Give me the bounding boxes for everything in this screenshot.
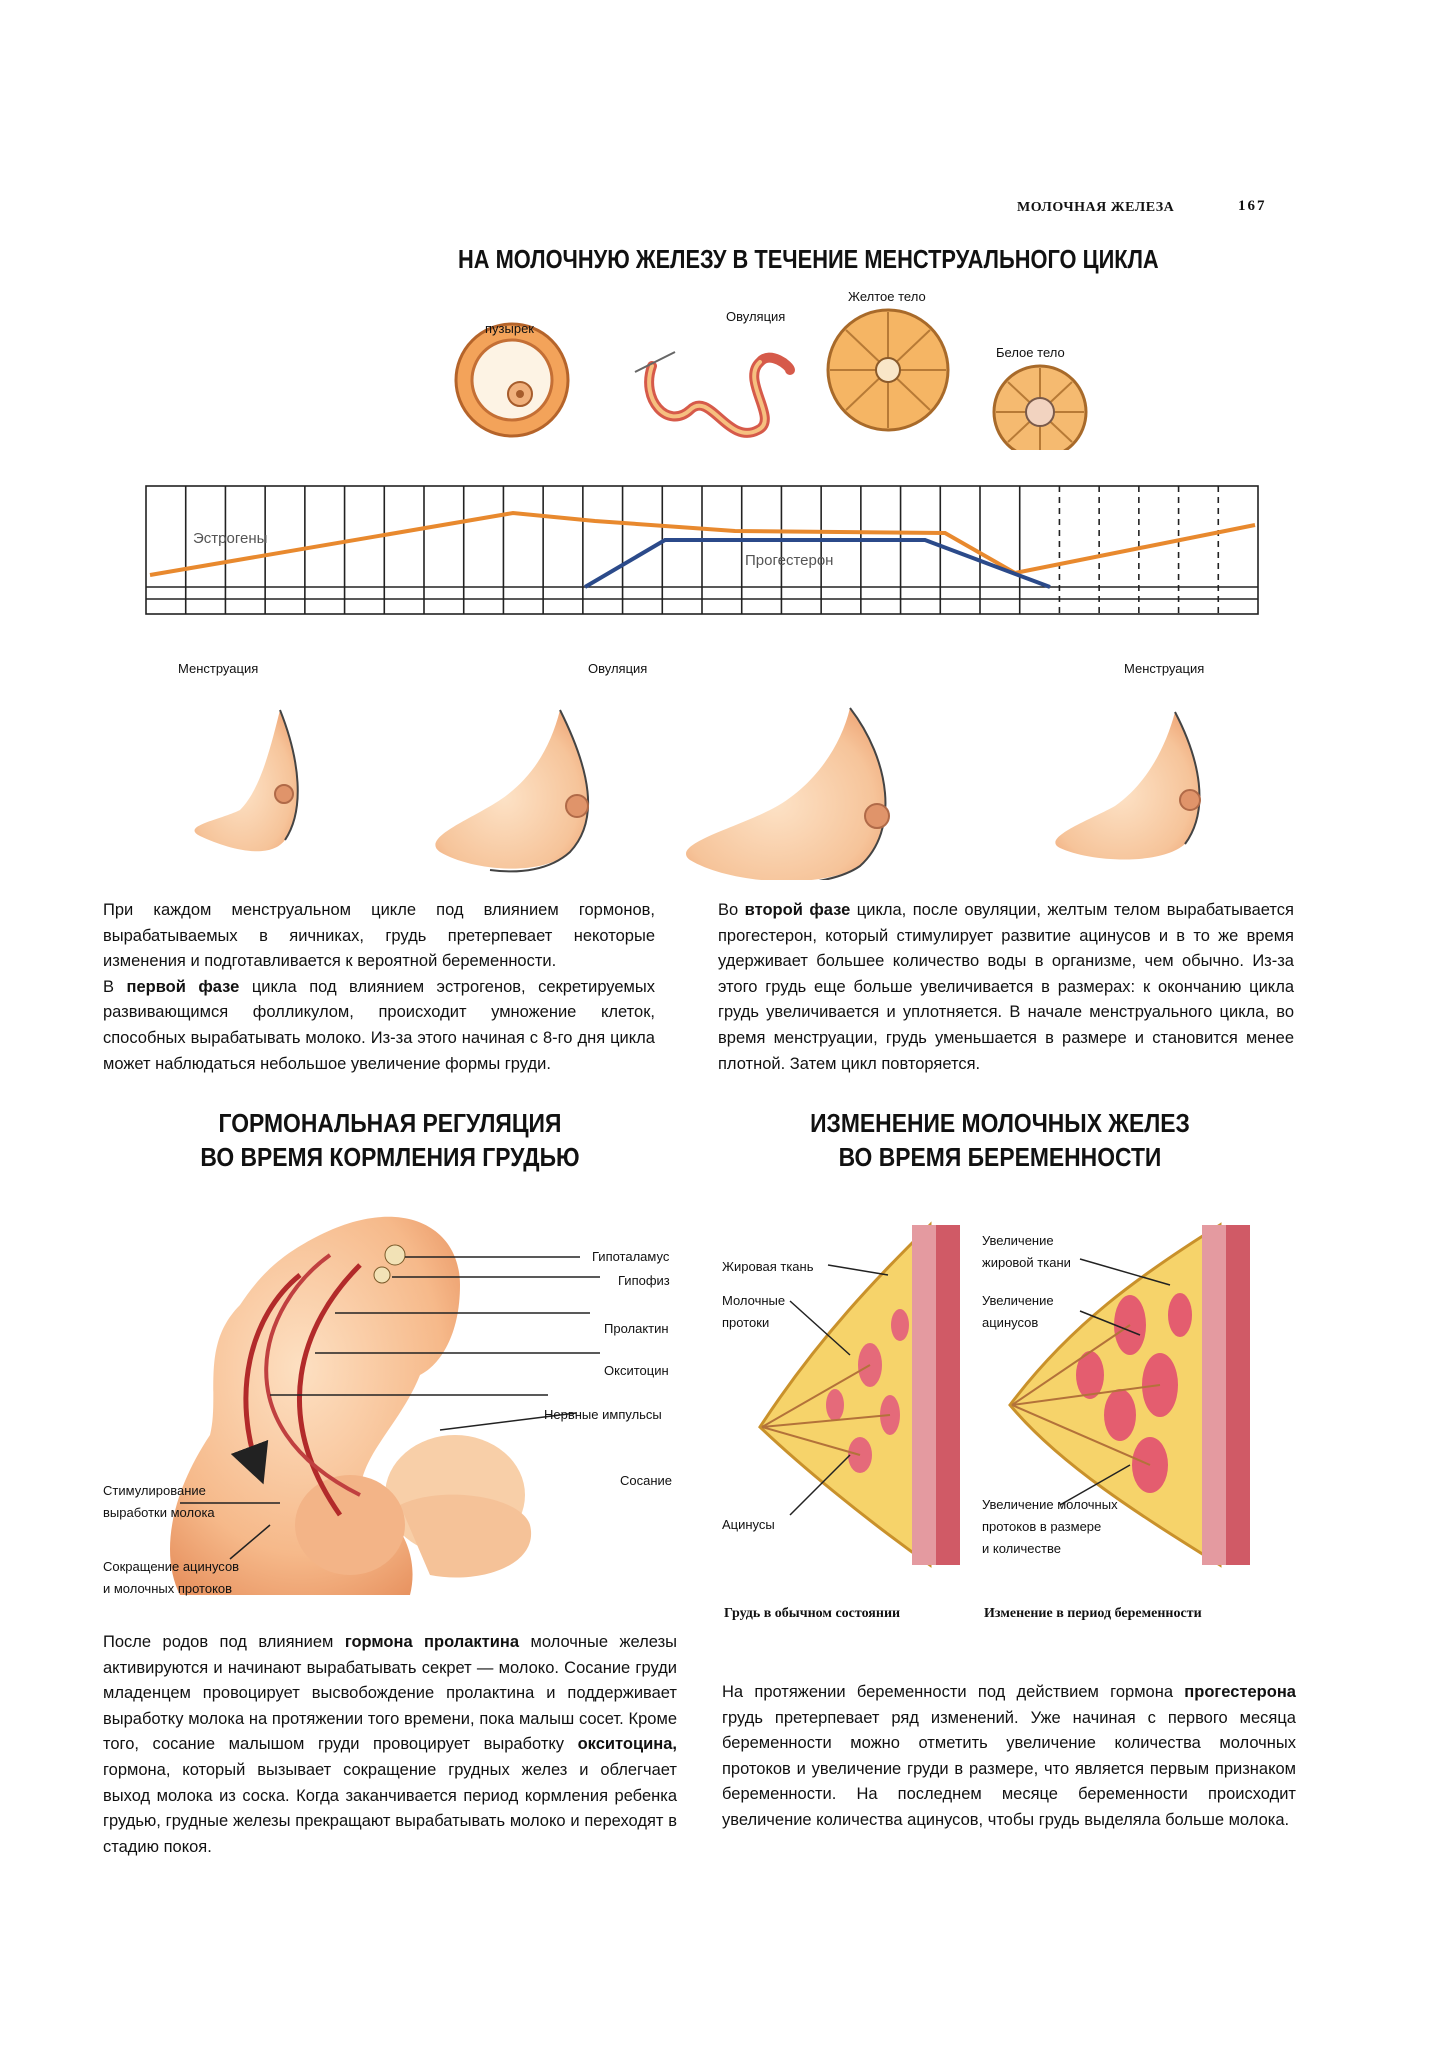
breast-stage-1 <box>195 710 298 851</box>
breast-cycle-illustration <box>190 700 1250 880</box>
ovulation-stage-label: Овуляция <box>726 309 786 324</box>
corpus-luteum-label: Желтое тело <box>848 289 926 304</box>
hormone-chart <box>145 483 1260 618</box>
ducts-label-line2: протоки <box>722 1315 770 1330</box>
page-number: 167 <box>1238 198 1267 214</box>
phase-label-left: Менструация <box>178 661 259 676</box>
caption-normal: Грудь в обычном состоянии <box>724 1606 901 1621</box>
breast-stage-2 <box>435 710 588 871</box>
fat-increase-label-line1: Увеличение <box>982 1233 1054 1248</box>
progesterone-bold: прогестерона <box>1184 1683 1296 1701</box>
ducts-increase-label-line1: Увеличение молочных <box>982 1497 1118 1512</box>
lactation-title <box>196 1106 583 1174</box>
pregnancy-title <box>806 1106 1193 1174</box>
pregnancy-text-2: грудь претерпевает ряд изменений. Уже начиная с первого месяца беременности можно отметить увеличение количества молочных протоков и увеличение груди в размере, что является первым признаком беременности. На последнем месяце беременности происходит увеличение количества ацинусов, чтобы грудь выделяла больше молока. <box>722 1708 1296 1829</box>
cycle-text-left <box>103 898 655 1077</box>
contraction-label <box>103 1556 239 1600</box>
oxytocin-bold: окситоцина, <box>577 1735 677 1754</box>
lactation-text-2: молочные железы активируются и начинают вырабатывать секрет — молоко. Сосание груди младенцем провоцирует высвобождение пролактина и поддерживает выработку молока на протяжении того времени, пока малыш сосет. Кроме того, сосание малышом груди провоцирует выработку <box>103 1633 678 1754</box>
breast-stage-3 <box>686 708 889 880</box>
ducts-increase-label-line3: и количестве <box>982 1541 1061 1556</box>
pregnancy-title-line2: ВО ВРЕМЯ БЕРЕМЕННОСТИ <box>838 1142 1162 1172</box>
phase-label-middle: Овуляция <box>588 661 648 676</box>
ovulation-image <box>635 352 790 433</box>
lactation-text <box>103 1630 677 1860</box>
fat-increase-label-line2: жировой ткани <box>982 1255 1071 1270</box>
pregnancy-text <box>722 1680 1296 1834</box>
prolactin-label: Пролактин <box>604 1321 669 1336</box>
caption-pregnant: Изменение в период беременности <box>984 1606 1202 1621</box>
estrogen-label: Эстрогены <box>193 530 268 547</box>
contraction-label-line1: Сокращение ацинусов <box>103 1559 240 1574</box>
lactation-title-line2: ВО ВРЕМЯ КОРМЛЕНИЯ ГРУДЬЮ <box>200 1142 580 1172</box>
corpus-albicans-label: Белое тело <box>996 345 1065 360</box>
oxytocin-label: Окситоцин <box>604 1363 669 1378</box>
ducts-label <box>722 1290 785 1334</box>
stimulation-label-line1: Стимулирование <box>103 1483 206 1498</box>
stimulation-label <box>103 1480 215 1524</box>
acini-increase-label-line2: ацинусов <box>982 1315 1039 1330</box>
suckling-label: Сосание <box>620 1473 673 1488</box>
acini-label: Ацинусы <box>722 1517 775 1532</box>
cycle-text-left-p2-after: цикла под влиянием эстрогенов, секретируемых развивающимся фолликулом, происходит умножение клеток, способных вырабатывать молоко. Из-за этого начиная с 8-го дня цикла может наблюдаться небольшое увеличение формы груди. <box>103 977 656 1073</box>
stimulation-label-line2: выработки молока <box>103 1505 215 1520</box>
cycle-text-right <box>718 898 1294 1077</box>
cycle-text-left-p2-before: В <box>103 977 127 996</box>
vesicle-image <box>456 324 568 436</box>
vesicle-label: пузырек <box>485 321 534 336</box>
prolactin-bold: гормона пролактина <box>344 1633 520 1651</box>
pituitary-label: Гипофиз <box>618 1273 670 1288</box>
nerve-impulses-label: Нервные импульсы <box>544 1407 662 1422</box>
fat-increase-label <box>982 1230 1071 1274</box>
ducts-increase-label-line2: протоков в размере <box>982 1519 1102 1534</box>
corpus-luteum-image <box>828 310 948 430</box>
hypothalamus-label: Гипоталамус <box>592 1249 670 1264</box>
lactation-text-1: После родов под влиянием <box>103 1633 345 1651</box>
second-phase-bold: второй фазе <box>744 901 851 919</box>
ducts-increase-label <box>982 1494 1118 1560</box>
corpus-albicans-image <box>994 366 1086 450</box>
acini-increase-label <box>982 1290 1054 1334</box>
cycle-text-right-before: Во <box>718 901 745 919</box>
cycle-text-left-p1: При каждом менструальном цикле под влиянием гормонов, вырабатываемых в яичниках, грудь претерпевает некоторые изменения и подготавливается к вероятной беременности. <box>103 901 655 971</box>
acini-increase-label-line1: Увеличение <box>982 1293 1054 1308</box>
lactation-title-line1: ГОРМОНАЛЬНАЯ РЕГУЛЯЦИЯ <box>218 1108 562 1138</box>
cycle-text-right-after: цикла, после овуляции, желтым телом вырабатывается прогестерон, который стимулирует развитие ацинусов и в то же время удерживает большее количество воды в организме, чем обычно. Из-за этого грудь еще больше увеличивается в размерах: к окончанию цикла грудь увеличивается и уплотняется. В начале менструального цикла, во время менструации, грудь уменьшается в размере и становится менее плотной. Затем цикл повторяется. <box>718 901 1294 1073</box>
lactation-text-3: гормона, который вызывает сокращение грудных желез и облегчает выход молока из соска. Когда заканчивается период кормления ребенка грудью, грудные железы прекращают вырабатывать молоко и переходят в стадию покоя. <box>103 1760 677 1856</box>
ducts-label-line1: Молочные <box>722 1293 786 1308</box>
pregnancy-text-1: На протяжении беременности под действием гормона <box>722 1683 1185 1701</box>
pregnancy-title-line1: ИЗМЕНЕНИЕ МОЛОЧНЫХ ЖЕЛЕЗ <box>810 1108 1190 1138</box>
cycle-title: НА МОЛОЧНУЮ ЖЕЛЕЗУ В ТЕЧЕНИЕ МЕНСТРУАЛЬНОГО ЦИКЛА <box>458 244 1159 274</box>
first-phase-bold: первой фазе <box>126 977 240 996</box>
breast-stage-4 <box>1055 712 1200 860</box>
progesterone-label: Прогестерон <box>745 552 834 569</box>
contraction-label-line2: и молочных протоков <box>103 1581 233 1596</box>
fat-tissue-label: Жировая ткань <box>722 1259 814 1274</box>
phase-label-right: Менструация <box>1124 661 1205 676</box>
running-header: МОЛОЧНАЯ ЖЕЛЕЗА <box>1017 200 1175 215</box>
